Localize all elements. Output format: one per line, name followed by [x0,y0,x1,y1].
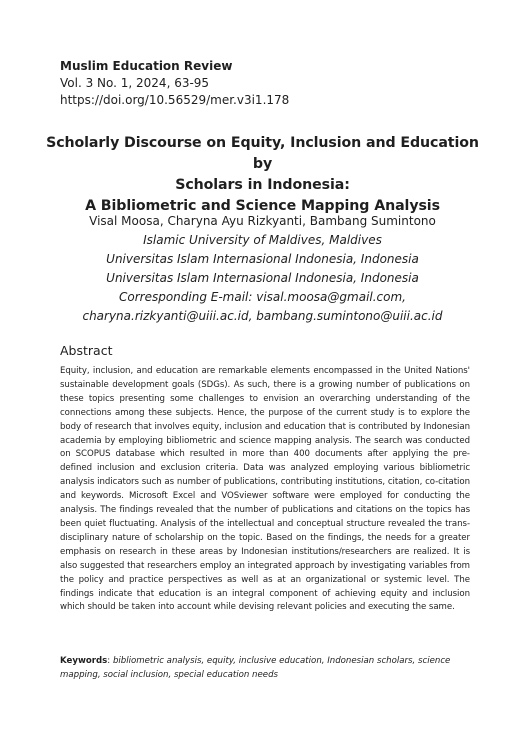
abstract-text: Equity, inclusion, and education are remarkable elements encompassed in the United Nations' sustainable development goals (SDGs). As such, there is a growing number of publications on these topics presenting some challenges to envision an overarching understanding of the connections among these subjects. Hence, the purpose of the current study is to explore the body of research that involves equity, inclusion and education that is contributed by Indonesian academia by employing bibliometric and science mapping analysis. The search was conducted on SCOPUS database which resulted in more than 400 documents after applying the pre-defined inclusion and exclusion criteria. Data was analyzed employing various bibliometric analysis indicators such as number of publications, contributing institutions, citation, co-citation and keywords. Microsoft Excel and VOSviewer software were employed for conducting the analysis. The findings revealed that the number of publications and citations on the topics has been quiet fluctuating. Analysis of the intellectual and conceptual structure revealed the trans-disciplinary nature of scholarship on the topic. Based on the findings, the needs for a greater emphasis on research in these areas by Indonesian institutions/researchers are realized. It is also suggested that researchers employ an integrated approach by investigating variables from the policy and practice perspectives as well as at an organizational or systemic level. The findings indicate that education is an integral component of achieving equity and inclusion which should be taken into account while devising relevant policies and executing the same. [60,366,470,613]
affiliation-line: Universitas Islam Internasional Indonesia, Indonesia [106,252,419,266]
author-names: Visal Moosa, Charyna Ayu Rizkyanti, Bambang Sumintono [89,214,436,228]
keywords-label: Keywords [60,656,108,666]
journal-header [60,58,289,109]
journal-name: Muslim Education Review [60,59,233,73]
corresponding-email: Corresponding E-mail: visal.moosa@gmail.com, [118,290,406,304]
keywords-block: Keywords: bibliometric analysis, equity, inclusive education, Indonesian scholars, science mapping, social inclusion, special education needs [60,656,451,680]
title-line: Scholarly Discourse on Equity, Inclusion and Education by [46,135,479,172]
paper-title [45,133,480,217]
author-emails: charyna.rizkyanti@uiii.ac.id, bambang.sumintono@uiii.ac.id [82,309,443,323]
abstract-heading: Abstract [60,343,113,358]
title-line: A Bibliometric and Science Mapping Analysis [85,198,440,214]
author-block [45,212,480,326]
title-line: Scholars in Indonesia: [175,177,350,193]
keywords-terms: bibliometric analysis, equity, inclusive education, Indonesian scholars, science mapping, social inclusion, special education needs [60,656,451,680]
affiliation-line: Universitas Islam Internasional Indonesia, Indonesia [106,271,419,285]
affiliation-line: Islamic University of Maldives, Maldives [143,233,382,247]
journal-doi[interactable]: https://doi.org/10.56529/mer.v3i1.178 [60,93,290,107]
journal-volume: Vol. 3 No. 1, 2024, 63-95 [60,76,210,90]
